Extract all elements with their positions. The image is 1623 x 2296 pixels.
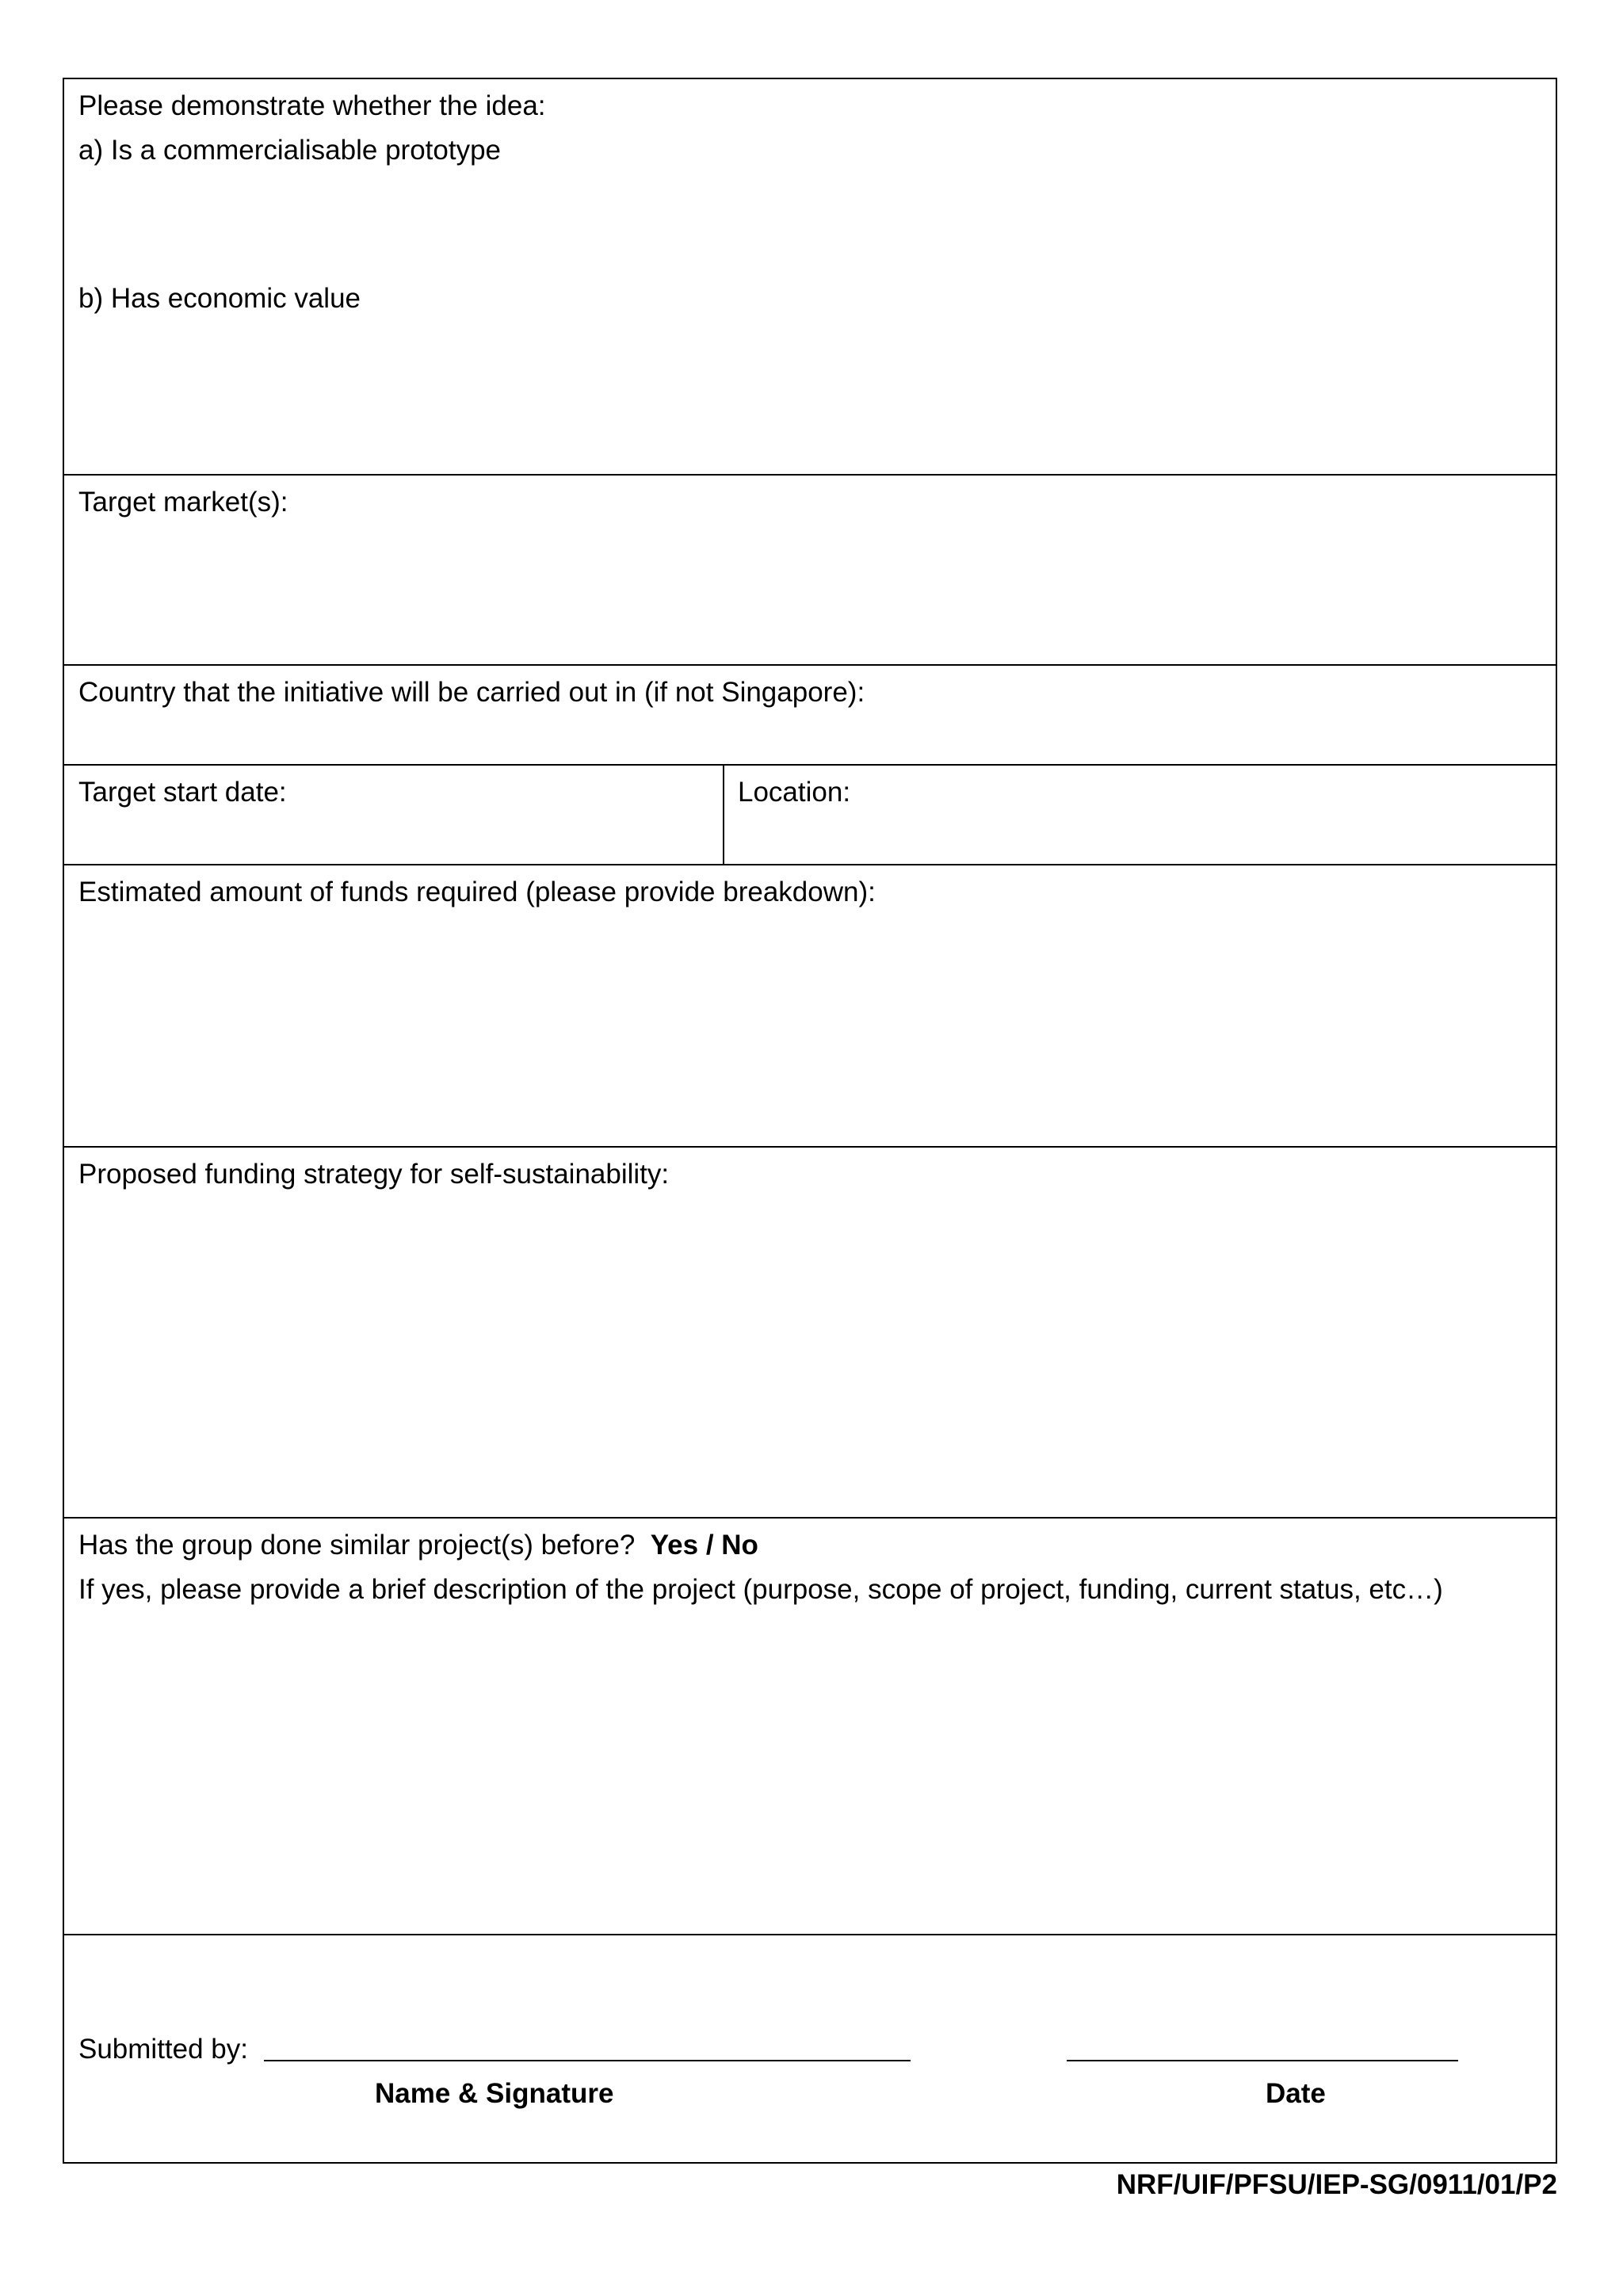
- name-signature-line[interactable]: [264, 2060, 911, 2061]
- name-signature-caption: Name & Signature: [375, 2078, 614, 2109]
- similar-projects-row[interactable]: [64, 1519, 1556, 1935]
- target-markets-row[interactable]: [64, 476, 1556, 666]
- idea-prompt-label: Please demonstrate whether the idea:: [78, 90, 546, 121]
- date-caption: Date: [1266, 2078, 1326, 2109]
- similar-projects-question-text: Has the group done similar project(s) before?: [78, 1530, 636, 1561]
- date-line[interactable]: [1067, 2060, 1458, 2061]
- similar-projects-question: [78, 1530, 758, 1561]
- funding-strategy-row[interactable]: [64, 1148, 1556, 1519]
- submission-row: [64, 1935, 1556, 2162]
- country-label: Country that the initiative will be carried out in (if not Singapore):: [78, 677, 865, 708]
- similar-projects-followup: If yes, please provide a brief description of the project (purpose, scope of project, funding, current status, etc…): [78, 1574, 1443, 1605]
- application-form-table: [63, 78, 1557, 2164]
- funds-label: Estimated amount of funds required (please provide breakdown):: [78, 877, 876, 907]
- country-row[interactable]: [64, 666, 1556, 766]
- form-reference-code: NRF/UIF/PFSU/IEP-SG/0911/01/P2: [1116, 2169, 1557, 2200]
- economic-value-label: b) Has economic value: [78, 283, 361, 314]
- start-date-location-row: [64, 766, 1556, 865]
- location-label: Location:: [738, 777, 851, 808]
- idea-demonstration-row[interactable]: [64, 79, 1556, 476]
- yes-no-options[interactable]: Yes / No: [650, 1530, 758, 1561]
- funds-row[interactable]: [64, 865, 1556, 1148]
- start-date-field[interactable]: [64, 766, 723, 864]
- funding-strategy-label: Proposed funding strategy for self-sustainability:: [78, 1159, 670, 1190]
- submitted-by-label: Submitted by:: [78, 2034, 248, 2065]
- target-markets-label: Target market(s):: [78, 487, 288, 518]
- start-date-label: Target start date:: [78, 777, 287, 808]
- commercialisable-prototype-label: a) Is a commercialisable prototype: [78, 135, 501, 166]
- location-field[interactable]: [723, 766, 1557, 864]
